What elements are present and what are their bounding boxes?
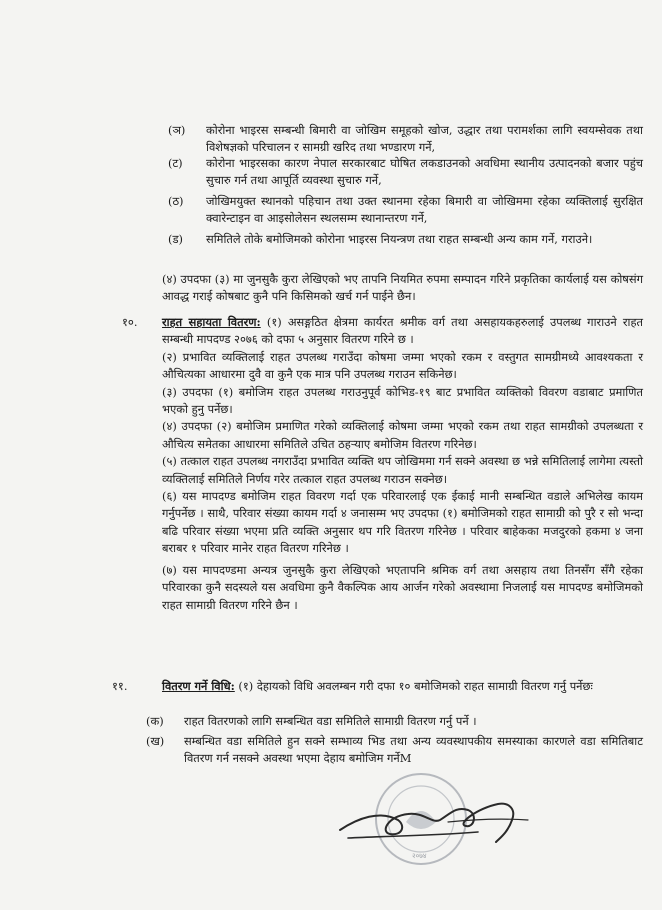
paragraph-4 [162,271,643,306]
item-text: कोरोना भाइरसका कारण नेपाल सरकारबाट घोषित लकडाउनको अवधिमा स्थानीय उत्पादनको बजार पहुंच सुचारु गर्न तथा आपूर्ति व्यवस्था सुचारु गर्ने, [206,156,643,188]
item-text: समितिले तोके बमोजिमको कोरोना भाइरस नियन्त्रण तथा राहत सम्बन्धी अन्य काम गर्ने, गराउने। [206,232,593,246]
list-item [168,155,643,191]
section-11-number: ११. [112,679,128,693]
stamp-year: २०७४ [412,852,427,860]
list-item [168,122,643,158]
item-marker: (ड) [168,232,183,246]
section-11-intro [162,678,643,695]
item-text: कोरोना भाइरस सम्बन्धी बिमारी वा जोखिम समूहको खोज, उद्धार तथा परामर्शका लागि स्वयम्सेवक तथा विशेषज्ञको परिचालन र सामग्री खरिद तथा भण्डारण गर्ने, [206,123,643,155]
list-item [168,193,643,229]
section-11-heading: वितरण गर्ने विधि: [162,679,235,693]
section-10-heading: राहत सहायता वितरण: [162,315,261,329]
section-11 [162,678,643,695]
item-text: सम्बन्धित वडा समितिले हुन सक्ने सम्भाव्य भिड तथा अन्य व्यवस्थापकीय समस्याका कारणले वडा समितिबाट वितरण गर्न नसक्ने अवस्था भएमा देहाय बमोजिम गर्नेM [184,734,643,766]
section-10-para-2: (२) प्रभावित व्यक्तिलाई राहत उपलब्ध गराउँदा कोषमा जम्मा भएको रकम र वस्तुगत सामग्रीमध्ये आवश्यकता र औचित्यका आधारमा दुवै वा कुनै एक मात्र पनि उपलब्ध गराउन सकिनेछ। [162,349,643,382]
list-item [146,713,643,733]
section-10-para-4: (४) उपदफा (२) बमोजिम प्रमाणित गरेको व्यक्तिलाई कोषमा जम्मा भएको रकम तथा राहत सामग्रीको उपलब्धता र औचित्य समेतका आधारमा समितिले उचित ठहऱ्याए बमोजिम वितरण गरिनेछ। [162,419,643,451]
section-10-para-3: (३) उपदफा (१) बमोजिम राहत उपलब्ध गराउनुपूर्व कोभिड-१९ बाट प्रभावित व्यक्तिको विवरण वडाबाट प्रमाणित भएको हुनु पर्नेछ। [162,384,643,417]
section-10-para-5: (५) तत्काल राहत उपलब्ध नगराउँदा प्रभावित व्यक्ति थप जोखिममा गर्न सक्ने अवस्था छ भन्ने समितिलाई लागेमा त्यस्तो व्यक्तिलाई समितिले निर्णय गरेर तत्काल राहत उपलब्ध गराउन सक्नेछ। [162,454,643,486]
list-item [168,231,643,267]
list-item [146,733,643,769]
item-text: जोखिमयुक्त स्थानको पहिचान तथा उक्त स्थानमा रहेका बिमारी वा जोखिममा रहेका व्यक्तिलाई सुरक्षित क्वारेन्टाइन वा आइसोलेसन स्थलसम्म स्थानान्तरण गर्ने, [206,194,643,226]
item-marker: (ख) [146,734,165,748]
signature [328,780,538,850]
section-10-number: १०. [122,315,138,329]
item-marker: (ट) [168,156,183,170]
section-10-para-7: (७) यस मापदण्डमा अन्यत्र जुनसुकै कुरा लेखिएको भएतापनि श्रमिक वर्ग तथा असहाय तथा तिनसँग सँगै रहेका परिवारका कुनै सदस्यले यस अवधिमा कुनै वैकल्पिक आय आर्जन गरेको अवस्थामा निजलाई यस मापदण्ड बमोजिमको राहत सामाग्री वितरण गरिने छैन । [162,562,643,612]
section-10-intro-text: (१) असङ्गठित क्षेत्रमा कार्यरत श्रमीक वर्ग तथा असहायकहरुलाई उपलब्ध गाराउने राहत सम्बन्धी मापदण्ड २०७६ को दफा ५ अनुसार वितरण गरिने छ । [162,315,643,347]
item-marker: (ञ) [168,123,186,137]
section-11-intro-text: (१) देहायको विधि अवलम्बन गरी दफा १० बमोजिमको राहत सामाग्री वितरण गर्नु पर्नेछः [238,679,593,693]
item-marker: (क) [146,714,164,728]
section-10-intro [162,314,643,349]
item-marker: (ठ) [168,194,184,208]
section-10 [162,314,643,614]
paragraph-text: (४) उपदफा (३) मा जुनसुकै कुरा लेखिएको भए तापनि नियमित रुपमा सम्पादन गरिने प्रकृतिका कार्यलाई यस कोषसंग आवद्ध गराई कोषबाट कुनै पनि किसिमको खर्च गर्न पाईने छैन। [162,272,643,304]
section-10-para-6: (६) यस मापदण्ड बमोजिम राहत विवरण गर्दा एक परिवारलाई एक ईकाई मानी सम्बन्धित वडाले अभिलेख कायम गर्नुपर्नेछ । साथै, परिवार संख्या कायम गर्दा ४ जनासम्म भए उपदफा (१) बमोजिमको राहत सामाग्री को पुरै र सो भन्दा बढि परिवार संख्या भएमा प्रति व्यक्ति अनुसार थप गरि वितरण गरिनेछ । परिवार बाहेकका मजदुरको हकमा ४ जना बराबर १ परिवार मानेर राहत वितरण गरिनेछ । [162,489,643,556]
item-text: राहत वितरणको लागि सम्बन्धित वडा समितिले सामाग्री वितरण गर्नु पर्ने । [184,714,477,728]
